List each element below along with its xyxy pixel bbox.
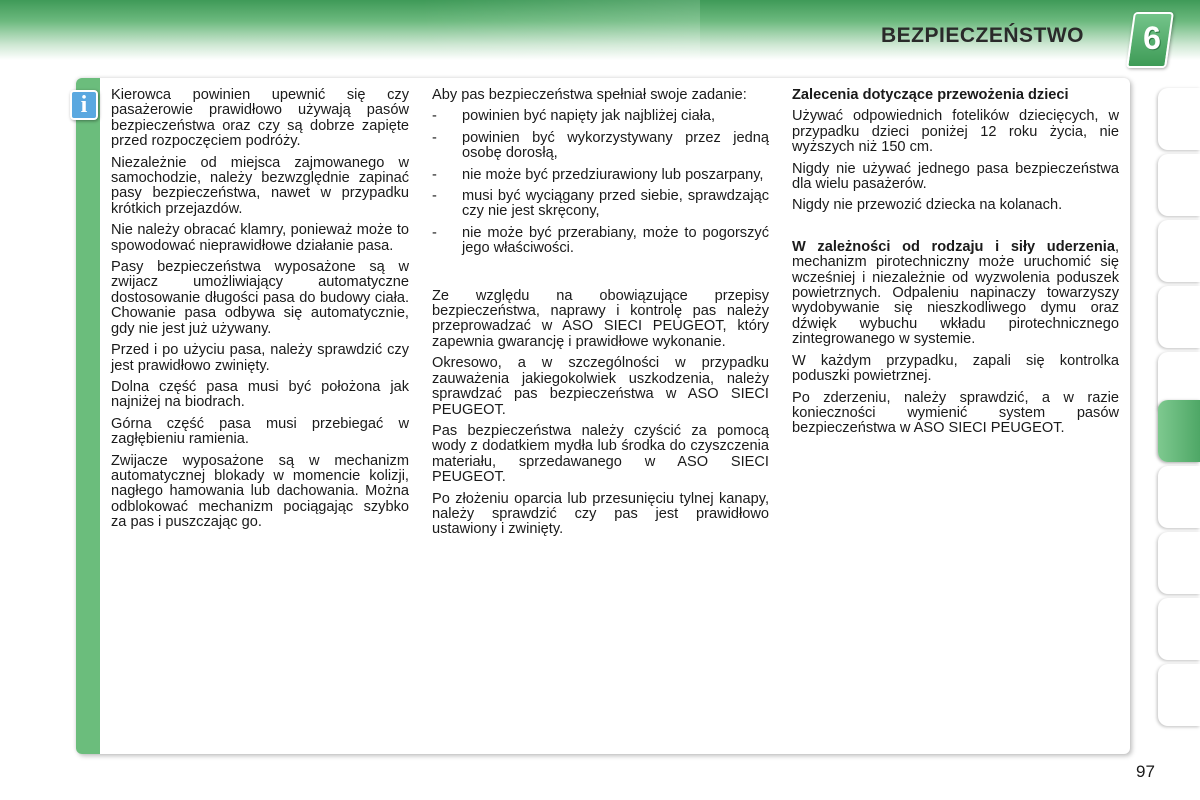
section-heading: Zalecenia dotyczące przewożenia dzieci — [792, 87, 1069, 103]
side-tab — [1158, 88, 1200, 150]
paragraph-rest: , mechanizm pirotechniczny może uruchomić się wcześniej i niezależnie od wyzwolenia poduszek powietrznych. Odpaleniu napinaczy towarzyszy wydobywanie się nieszkodliwego dymu oraz dźwięk wybuchu wkładu pirotechnicznego zintegrowanego w systemie. — [792, 238, 1119, 348]
side-tab — [1158, 598, 1200, 660]
paragraph: Niezależnie od miejsca zajmowanego w samochodzie, należy bezwzględnie zapinać pasy bezpieczeństwa, nawet w przypadku krótkich przejazdów. — [111, 154, 409, 217]
paragraph: Po zderzeniu, należy sprawdzić, a w razie konieczności wymienić system pasów bezpieczeństwa w ASO SIECI PEUGEOT. — [792, 389, 1119, 437]
bold-lead: W zależności od rodzaju i siły uderzenia — [792, 238, 1115, 255]
paragraph: Nie należy obracać klamry, ponieważ może to spowodować nieprawidłowe działanie pasa. — [111, 222, 409, 254]
side-tab — [1158, 664, 1200, 726]
list-item — [432, 131, 769, 162]
side-tab-active — [1158, 400, 1200, 462]
dash-bullet: - — [432, 108, 437, 125]
column-2 — [432, 88, 769, 544]
paragraph: Zwijacze wyposażone są w mechanizm automatycznej blokady w momencie kolizji, nagłego hamowania lub dachowania. Można odblokować mechanizm pociągając szybko za pas i puszczając go. — [111, 452, 409, 531]
side-tab — [1158, 286, 1200, 348]
paragraph: Górna część pasa musi przebiegać w zagłębieniu ramienia. — [111, 415, 409, 448]
paragraph: Nigdy nie przewozić dziecka na kolanach. — [792, 197, 1063, 214]
paragraph: Nigdy nie używać jednego pasa bezpieczeństwa dla wielu pasażerów. — [792, 160, 1119, 193]
intro-paragraph: Aby pas bezpieczeństwa spełniał swoje zadanie: — [432, 87, 747, 103]
spacer — [432, 263, 769, 289]
paragraph: Przed i po użyciu pasa, należy sprawdzić czy jest prawidłowo zwinięty. — [111, 342, 409, 374]
side-tab — [1158, 466, 1200, 528]
page-number: 97 — [1136, 762, 1155, 781]
dash-bullet: - — [432, 188, 437, 205]
list-item — [432, 109, 769, 124]
list-item-text: nie może być przedziurawiony lub poszarpany, — [462, 166, 764, 183]
paragraph: Okresowo, a w szczególności w przypadku zauważenia jakiegokolwiek uszkodzenia, należy sprawdzać pas bezpieczeństwa w ASO SIECI PEUGEOT. — [432, 355, 769, 418]
list-item — [432, 168, 769, 183]
header-fade — [0, 0, 700, 60]
requirements-list — [432, 109, 769, 256]
side-tab — [1158, 532, 1200, 594]
dash-bullet: - — [432, 129, 437, 146]
chapter-number: 6 — [1143, 20, 1161, 56]
paragraph: Pasy bezpieczeństwa wyposażone są w zwijacz umożliwiający automatyczne dostosowanie długości pasa do budowy ciała. Chowanie pasa odbywa się automatycznie, gdy nie jest już używany. — [111, 259, 409, 337]
panel-side-strip — [76, 78, 100, 754]
column-1 — [111, 88, 409, 537]
paragraph: W każdym przypadku, zapali się kontrolka poduszki powietrznej. — [792, 352, 1119, 385]
spacer — [792, 220, 1119, 240]
info-icon: i — [70, 90, 98, 120]
paragraph: Pas bezpieczeństwa należy czyścić za pomocą wody z dodatkiem mydła lub środka do czyszczenia materiału, sprzedawanego w ASO SIECI PEUGEOT. — [432, 422, 769, 486]
paragraph: Używać odpowiednich fotelików dziecięcych, w przypadku dzieci poniżej 12 roku życia, nie wyższych niż 150 cm. — [792, 108, 1119, 156]
side-tab — [1158, 154, 1200, 216]
list-item-text: musi być wyciągany przed siebie, sprawdzając czy nie jest skręcony, — [462, 188, 769, 220]
paragraph-pyrotechnic — [792, 240, 1119, 348]
dash-bullet: - — [432, 224, 437, 241]
paragraph: Dolna część pasa musi być położona jak najniżej na biodrach. — [111, 378, 409, 411]
list-item-text: powinien być wykorzystywany przez jedną osobę dorosłą, — [462, 129, 769, 162]
list-item — [432, 226, 769, 257]
list-item — [432, 189, 769, 220]
dash-bullet: - — [432, 166, 437, 183]
side-tab — [1158, 220, 1200, 282]
section-title: BEZPIECZEŃSTWO — [880, 24, 1084, 47]
list-item-text: powinien być napięty jak najbliżej ciała, — [462, 108, 716, 125]
column-3 — [792, 88, 1119, 443]
paragraph: Kierowca powinien upewnić się czy pasażerowie prawidłowo używają pasów bezpieczeństwa oraz czy są dobrze zapięte przed rozpoczęciem podróży. — [111, 87, 409, 150]
paragraph: Po złożeniu oparcia lub przesunięciu tylnej kanapy, należy sprawdzić czy pas jest prawidłowo ustawiony i zwinięty. — [432, 490, 769, 538]
paragraph: Ze względu na obowiązujące przepisy bezpieczeństwa, naprawy i kontrolę pas należy przeprowadzać w ASO SIECI PEUGEOT, który zapewnia gwarancję i prawidłowe wykonanie. — [432, 287, 769, 350]
list-item-text: nie może być przerabiany, może to pogorszyć jego właściwości. — [462, 224, 769, 257]
